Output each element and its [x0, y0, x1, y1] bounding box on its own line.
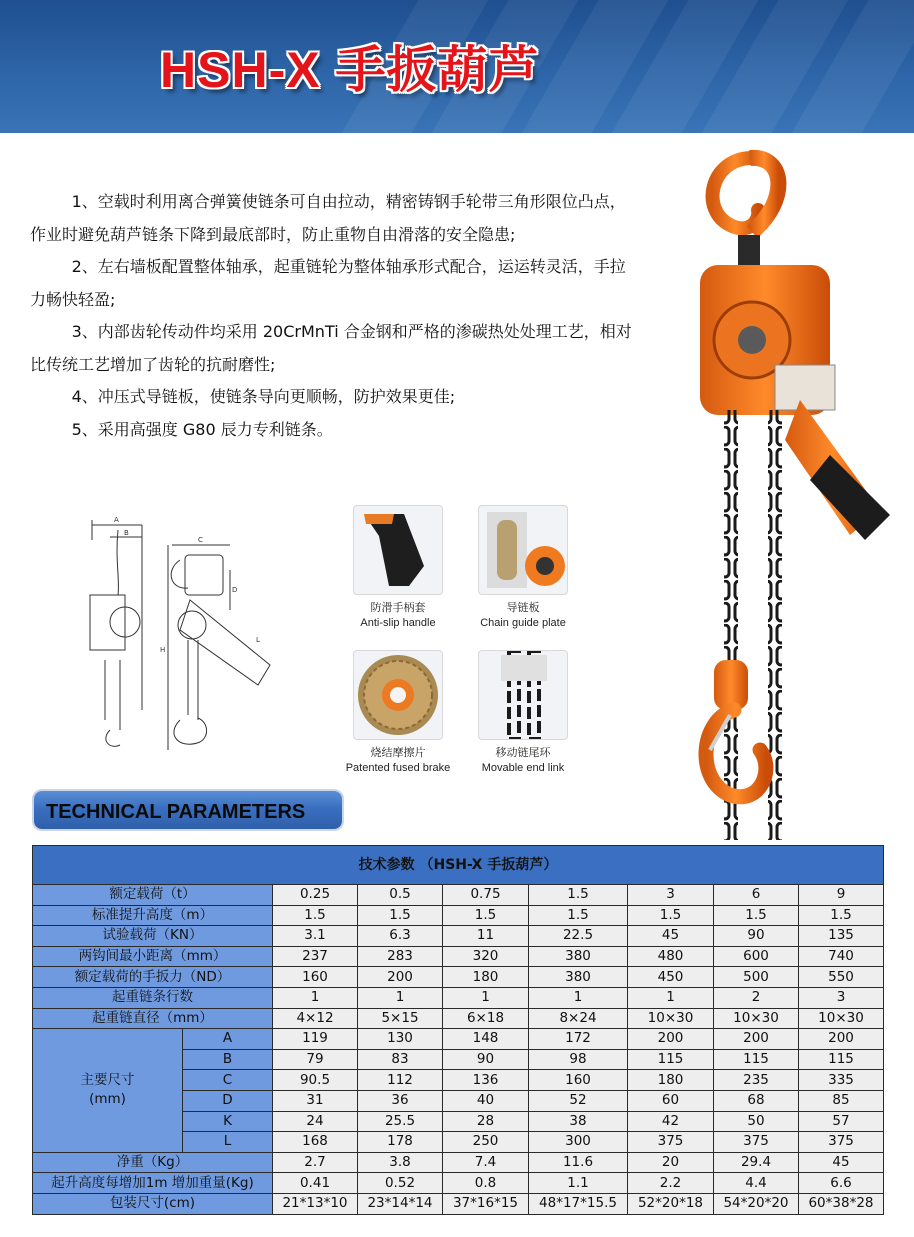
value-cell: 160 — [529, 1070, 628, 1091]
value-cell: 3.1 — [273, 926, 358, 947]
value-cell: 90 — [714, 926, 799, 947]
value-cell: 180 — [443, 967, 529, 988]
value-cell: 45 — [799, 1152, 884, 1173]
value-cell: 200 — [628, 1029, 714, 1050]
value-cell: 45 — [628, 926, 714, 947]
table-row — [33, 1029, 884, 1050]
value-cell: 79 — [273, 1049, 358, 1070]
thumb-caption — [453, 746, 593, 776]
value-cell: 3 — [628, 885, 714, 906]
value-cell: 48*17*15.5 — [529, 1193, 628, 1214]
value-cell: 0.5 — [358, 885, 443, 906]
value-cell: 1.5 — [529, 905, 628, 926]
feature-item: 5、采用高强度 G80 辰力专利链条。 — [71, 419, 333, 439]
value-cell: 52 — [529, 1090, 628, 1111]
caption-zh: 移动链尾环 — [495, 747, 551, 759]
value-cell: 112 — [358, 1070, 443, 1091]
value-cell: 0.41 — [273, 1173, 358, 1194]
value-cell: 168 — [273, 1132, 358, 1153]
row-label: 包装尺寸(cm) — [33, 1193, 273, 1214]
value-cell: 375 — [714, 1132, 799, 1153]
row-label: 额定载荷（t） — [33, 885, 273, 906]
value-cell: 1.5 — [443, 905, 529, 926]
caption-en: Anti-slip handle — [360, 617, 436, 629]
value-cell: 85 — [799, 1090, 884, 1111]
value-cell: 172 — [529, 1029, 628, 1050]
value-cell: 200 — [358, 967, 443, 988]
value-cell: 1 — [529, 987, 628, 1008]
value-cell: 1.5 — [529, 885, 628, 906]
row-label: 额定载荷的手扳力（ND） — [33, 967, 273, 988]
end-link-icon — [479, 651, 567, 739]
value-cell: 3.8 — [358, 1152, 443, 1173]
dim-label-l: L — [256, 636, 260, 644]
feature-item: 4、冲压式导链板，使链条导向更顺畅，防护效果更佳; — [71, 387, 456, 406]
table-row — [33, 1008, 884, 1029]
thumb-movable-end-link — [478, 650, 568, 740]
value-cell: 160 — [273, 967, 358, 988]
parameters-table — [32, 845, 884, 1215]
value-cell: 90.5 — [273, 1070, 358, 1091]
table-row — [33, 987, 884, 1008]
value-cell: 375 — [799, 1132, 884, 1153]
dimension-drawing — [80, 510, 300, 755]
value-cell: 1 — [628, 987, 714, 1008]
value-cell: 380 — [529, 967, 628, 988]
value-cell: 21*13*10 — [273, 1193, 358, 1214]
lever-hoist-photo — [690, 140, 900, 840]
value-cell: 600 — [714, 946, 799, 967]
value-cell: 24 — [273, 1111, 358, 1132]
value-cell: 115 — [799, 1049, 884, 1070]
page-title: HSH-X 手扳葫芦 — [160, 42, 540, 98]
value-cell: 37*16*15 — [443, 1193, 529, 1214]
value-cell: 1 — [358, 987, 443, 1008]
value-cell: 6 — [714, 885, 799, 906]
row-label: 两钩间最小距离（mm） — [33, 946, 273, 967]
value-cell: 250 — [443, 1132, 529, 1153]
value-cell: 375 — [628, 1132, 714, 1153]
table-row — [33, 1173, 884, 1194]
dim-label-h: H — [160, 646, 166, 654]
value-cell: 1 — [273, 987, 358, 1008]
dim-row-label: D — [183, 1090, 273, 1111]
value-cell: 135 — [799, 926, 884, 947]
value-cell: 25.5 — [358, 1111, 443, 1132]
row-label: 试验载荷（KN） — [33, 926, 273, 947]
table-row — [33, 1152, 884, 1173]
value-cell: 550 — [799, 967, 884, 988]
parameters-table-body — [33, 846, 884, 1215]
value-cell: 320 — [443, 946, 529, 967]
value-cell: 9 — [799, 885, 884, 906]
table-title-row — [33, 846, 884, 885]
dims-unit: (mm) — [89, 1091, 126, 1108]
value-cell: 10×30 — [714, 1008, 799, 1029]
value-cell: 2.2 — [628, 1173, 714, 1194]
value-cell: 4.4 — [714, 1173, 799, 1194]
value-cell: 90 — [443, 1049, 529, 1070]
caption-en: Movable end link — [481, 762, 565, 774]
value-cell: 6.3 — [358, 926, 443, 947]
dim-label-d: D — [232, 586, 238, 594]
row-label: 起升高度每增加1m 增加重量(Kg) — [33, 1173, 273, 1194]
value-cell: 1 — [443, 987, 529, 1008]
dim-row-label: C — [183, 1070, 273, 1091]
value-cell: 380 — [529, 946, 628, 967]
thumb-caption — [328, 601, 468, 631]
value-cell: 500 — [714, 967, 799, 988]
dim-row-label: A — [183, 1029, 273, 1050]
value-cell: 4×12 — [273, 1008, 358, 1029]
value-cell: 29.4 — [714, 1152, 799, 1173]
table-row — [33, 967, 884, 988]
row-label: 标准提升高度（m） — [33, 905, 273, 926]
value-cell: 450 — [628, 967, 714, 988]
header-banner — [0, 0, 914, 133]
value-cell: 237 — [273, 946, 358, 967]
value-cell: 115 — [628, 1049, 714, 1070]
value-cell: 480 — [628, 946, 714, 967]
value-cell: 283 — [358, 946, 443, 967]
value-cell: 180 — [628, 1070, 714, 1091]
value-cell: 115 — [714, 1049, 799, 1070]
value-cell: 20 — [628, 1152, 714, 1173]
feature-item: 2、左右墙板配置整体轴承，起重链轮为整体轴承形式配合，运运转灵活，手拉力畅快轻盈; — [30, 257, 626, 309]
value-cell: 1.5 — [628, 905, 714, 926]
value-cell: 60 — [628, 1090, 714, 1111]
thumb-fused-brake — [353, 650, 443, 740]
value-cell: 54*20*20 — [714, 1193, 799, 1214]
value-cell: 50 — [714, 1111, 799, 1132]
value-cell: 6.6 — [799, 1173, 884, 1194]
chain-guide-icon — [479, 506, 567, 594]
value-cell: 148 — [443, 1029, 529, 1050]
value-cell: 5×15 — [358, 1008, 443, 1029]
brake-disc-icon — [354, 651, 442, 739]
value-cell: 6×18 — [443, 1008, 529, 1029]
caption-en: Patented fused brake — [345, 762, 451, 774]
value-cell: 740 — [799, 946, 884, 967]
table-row — [33, 885, 884, 906]
dim-row-label: K — [183, 1111, 273, 1132]
caption-zh: 烧结摩擦片 — [370, 747, 426, 759]
value-cell: 200 — [714, 1029, 799, 1050]
dim-row-label: L — [183, 1132, 273, 1153]
value-cell: 0.75 — [443, 885, 529, 906]
value-cell: 0.8 — [443, 1173, 529, 1194]
value-cell: 83 — [358, 1049, 443, 1070]
value-cell: 40 — [443, 1090, 529, 1111]
value-cell: 235 — [714, 1070, 799, 1091]
value-cell: 0.52 — [358, 1173, 443, 1194]
value-cell: 60*38*28 — [799, 1193, 884, 1214]
dim-row-label: B — [183, 1049, 273, 1070]
value-cell: 11 — [443, 926, 529, 947]
value-cell: 1.5 — [358, 905, 443, 926]
value-cell: 52*20*18 — [628, 1193, 714, 1214]
value-cell: 38 — [529, 1111, 628, 1132]
feature-item: 3、内部齿轮传动件均采用 20CrMnTi 合金钢和严格的渗碳热处处理工艺，相对比传统工艺增加了齿轮的抗耐磨性; — [30, 322, 632, 374]
table-row — [33, 946, 884, 967]
thumb-caption — [453, 601, 593, 631]
caption-zh: 防滑手柄套 — [370, 602, 426, 614]
value-cell: 119 — [273, 1029, 358, 1050]
row-label: 起重链直径（mm） — [33, 1008, 273, 1029]
value-cell: 23*14*14 — [358, 1193, 443, 1214]
value-cell: 1.5 — [714, 905, 799, 926]
value-cell: 7.4 — [443, 1152, 529, 1173]
value-cell: 200 — [799, 1029, 884, 1050]
value-cell: 68 — [714, 1090, 799, 1111]
table-row — [33, 926, 884, 947]
value-cell: 178 — [358, 1132, 443, 1153]
row-label: 净重（Kg） — [33, 1152, 273, 1173]
caption-zh: 导链板 — [506, 602, 540, 614]
value-cell: 1.1 — [529, 1173, 628, 1194]
value-cell: 130 — [358, 1029, 443, 1050]
value-cell: 136 — [443, 1070, 529, 1091]
value-cell: 8×24 — [529, 1008, 628, 1029]
value-cell: 98 — [529, 1049, 628, 1070]
value-cell: 3 — [799, 987, 884, 1008]
value-cell: 22.5 — [529, 926, 628, 947]
handle-icon — [354, 506, 442, 594]
value-cell: 28 — [443, 1111, 529, 1132]
dim-label-a: A — [114, 516, 119, 524]
value-cell: 31 — [273, 1090, 358, 1111]
value-cell: 10×30 — [799, 1008, 884, 1029]
feature-list — [30, 186, 635, 446]
value-cell: 2 — [714, 987, 799, 1008]
dim-label-b: B — [124, 529, 129, 537]
value-cell: 42 — [628, 1111, 714, 1132]
dim-label-c: C — [198, 536, 203, 544]
feature-item: 1、空载时利用离合弹簧使链条可自由拉动，精密铸钢手轮带三角形限位凸点，作业时避免葫芦链条下降到最底部时，防止重物自由滑落的安全隐患; — [30, 192, 626, 244]
value-cell: 0.25 — [273, 885, 358, 906]
value-cell: 2.7 — [273, 1152, 358, 1173]
value-cell: 1.5 — [273, 905, 358, 926]
thumb-caption — [328, 746, 468, 776]
row-label: 起重链条行数 — [33, 987, 273, 1008]
dims-label: 主要尺寸 — [80, 1072, 135, 1089]
value-cell: 36 — [358, 1090, 443, 1111]
thumb-chain-guide-plate — [478, 505, 568, 595]
value-cell: 335 — [799, 1070, 884, 1091]
dims-label-cell — [33, 1029, 183, 1153]
thumb-anti-slip-handle — [353, 505, 443, 595]
technical-parameters-badge: TECHNICAL PARAMETERS — [32, 789, 344, 831]
value-cell: 1.5 — [799, 905, 884, 926]
value-cell: 10×30 — [628, 1008, 714, 1029]
table-row — [33, 1193, 884, 1214]
table-title: 技术参数 （HSH-X 手扳葫芦） — [33, 846, 884, 885]
value-cell: 11.6 — [529, 1152, 628, 1173]
table-row — [33, 905, 884, 926]
value-cell: 57 — [799, 1111, 884, 1132]
caption-en: Chain guide plate — [480, 617, 566, 629]
value-cell: 300 — [529, 1132, 628, 1153]
